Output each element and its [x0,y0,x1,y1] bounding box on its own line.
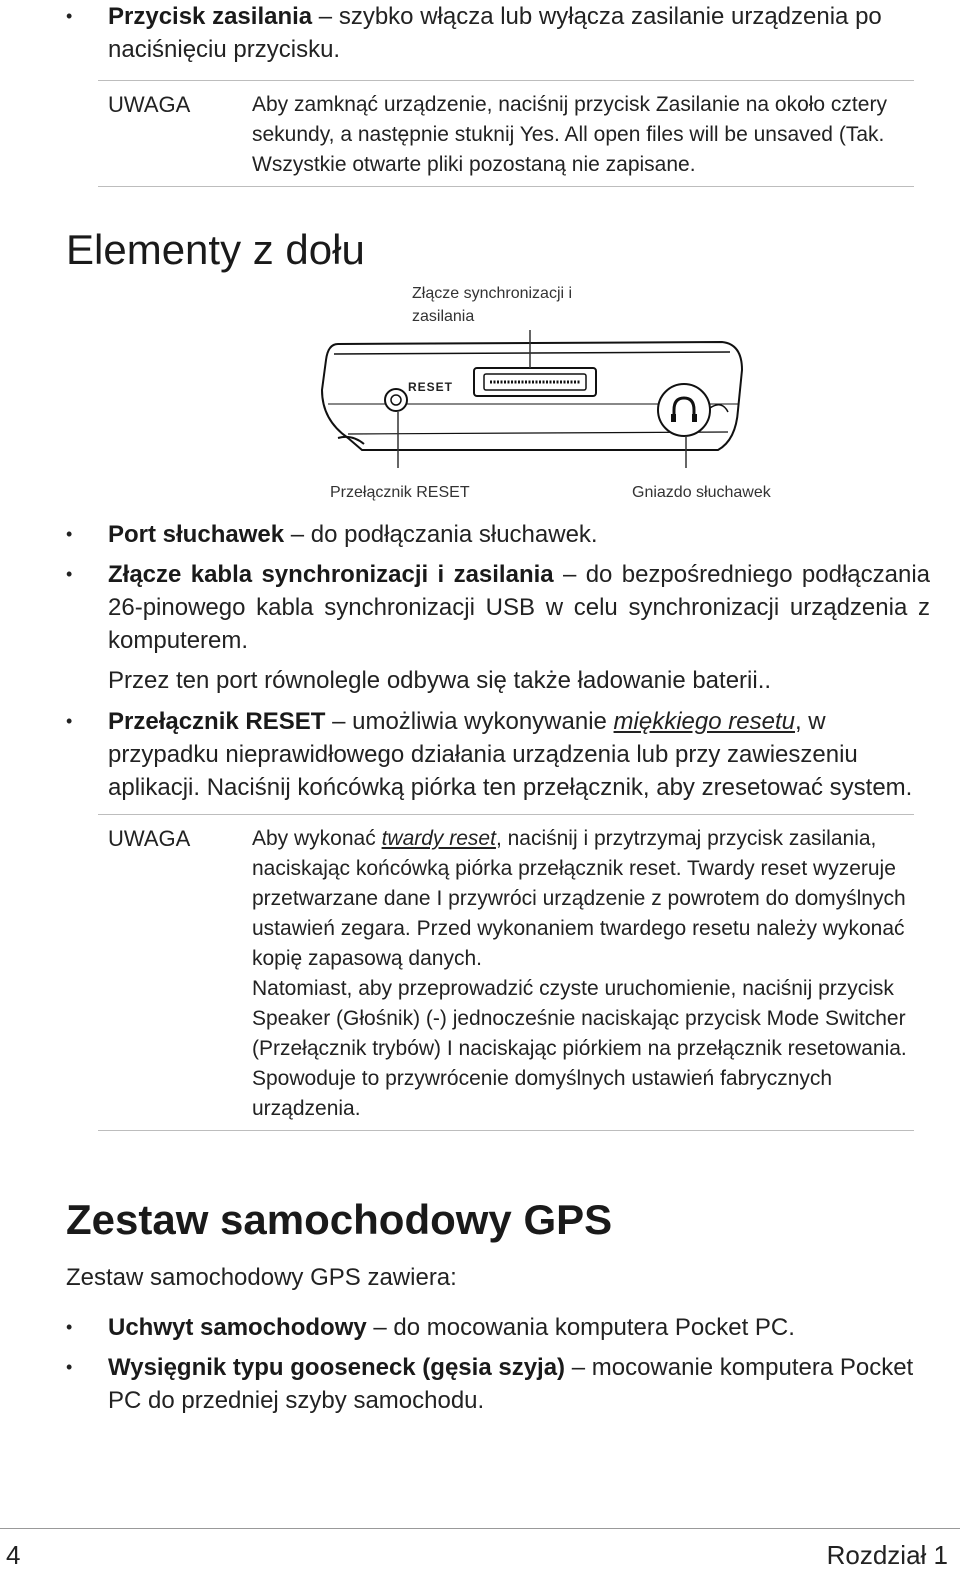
bullet-title: Uchwyt samochodowy [108,1314,367,1341]
bullet-title: Złącze kabla synchronizacji i zasilania [108,561,554,588]
note-text [252,824,912,1124]
label-headphone-jack: Gniazdo słuchawek [632,484,771,501]
bullet-text: – do mocowania komputera Pocket PC. [366,1314,795,1341]
label-reset-switch: Przełącznik RESET [330,484,470,501]
note-text-rest: , naciśnij i przytrzymaj przycisk zasilania, naciskając końcówką piórka przełącznik reset. Twardy reset wyzeruje przetwarzane dane I przywróci urządzenie z powrotem do domyślnych ustawień zegara. Przed wykonaniem twardego resetu należy wykonać kopię zapasową danych. [252,827,906,970]
charging-paragraph: Przez ten port równolegle odbywa się także ładowanie baterii.. [108,667,772,694]
bullet-text: – mocowanie komputera Pocket PC do przedniej szyby samochodu. [108,1354,914,1414]
label-sync-connector: Złącze synchronizacji i zasilania [412,285,573,325]
note-label: UWAGA [108,92,191,117]
divider [98,80,914,81]
divider [98,1130,914,1131]
section-intro: Zestaw samochodowy GPS zawiera: [66,1264,457,1291]
section-title: Elementy z dołu [66,226,365,273]
note-paragraph-2: Natomiast, aby przeprowadzić czyste uruchomienie, naciśnij przycisk Speaker (Głośnik) (-) jednocześnie naciskając przycisk Mode Switcher (Przełącznik trybów) I naciskając piórkiem na przełącznik resetowania. Spowoduje to przywrócenie domyślnych ustawień fabrycznych urządzenia. [252,977,907,1120]
bullet-sync-connector [66,558,930,657]
bullet-dot: • [66,1317,73,1337]
soft-reset-link[interactable]: miękkiego resetu [613,708,795,735]
bullet-dot: • [66,1357,73,1377]
note-text-start: Aby wykonać [252,827,382,850]
bullet-text: – szybko włącza lub wyłącza zasilanie urządzenia po naciśnięciu przycisku. [108,3,882,63]
bullet-text: – do podłączania słuchawek. [284,521,598,548]
bullet-title: Port słuchawek [108,521,285,548]
bullet-dot: • [66,564,73,584]
bullet-reset-switch [66,705,930,804]
bullet-title: Przełącznik RESET [108,708,326,735]
bullet-text: , w przypadku nieprawidłowego działania urządzenia lub przy zawieszeniu aplikacji. Naciśnij końcówką piórka ten przełącznik, aby zresetować system. [108,708,913,801]
note-text: Aby zamknąć urządzenie, naciśnij przycisk Zasilanie na około cztery sekundy, a następnie stuknij Yes. All open files will be unsaved (Tak. Wszystkie otwarte pliki pozostaną nie zapisane. [252,93,887,176]
hard-reset-link[interactable]: twardy reset [381,827,496,850]
bullet-text: – umożliwia wykonywanie [325,708,614,735]
note-label: UWAGA [108,826,191,851]
reset-label: RESET [408,380,454,394]
divider [98,186,914,187]
device-bottom-diagram [318,330,748,470]
bullet-car-holder [66,1311,930,1344]
bullet-gooseneck [66,1351,930,1417]
bullet-dot: • [66,524,73,544]
bullet-power-button [66,0,930,66]
page-number: 4 [6,1540,21,1570]
bullet-title: Wysięgnik typu gooseneck (gęsia szyja) [108,1354,566,1381]
bullet-text: – do bezpośredniego podłączania 26-pinowego kabla synchronizacji USB w celu synchronizacji urządzenia z komputerem. [108,561,930,654]
divider [98,814,914,815]
bullet-dot: • [66,6,73,26]
footer-divider [0,1528,960,1529]
bullet-dot: • [66,711,73,731]
section-title: Zestaw samochodowy GPS [66,1196,613,1243]
bullet-headphone-port [66,518,930,551]
bullet-title: Przycisk zasilania [108,3,313,30]
chapter-label: Rozdział 1 [826,1540,948,1570]
